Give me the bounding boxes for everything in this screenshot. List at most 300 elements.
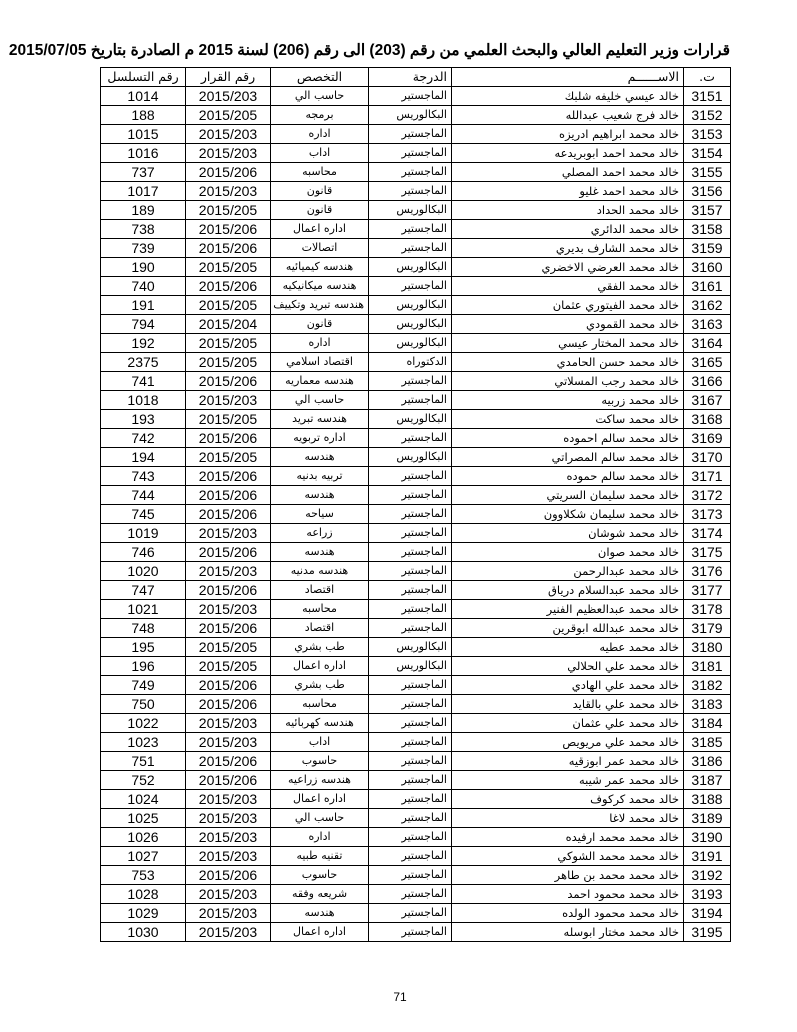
table-row bbox=[101, 885, 731, 904]
cell-decision: 2015/206 bbox=[186, 505, 271, 524]
cell-specialization: تربيه بدنيه bbox=[271, 467, 369, 486]
cell-name: خالد محمد محمود احمد bbox=[452, 885, 684, 904]
header-degree: الدرجة bbox=[369, 68, 452, 87]
cell-name: خالد محمد سليمان السريتي bbox=[452, 486, 684, 505]
cell-degree: الماجستير bbox=[369, 277, 452, 296]
cell-degree: الماجستير bbox=[369, 733, 452, 752]
cell-specialization: حاسوب bbox=[271, 752, 369, 771]
table-row bbox=[101, 201, 731, 220]
cell-serial: 2375 bbox=[101, 353, 186, 372]
cell-degree: الماجستير bbox=[369, 182, 452, 201]
cell-name: خالد محمد حسن الحامدي bbox=[452, 353, 684, 372]
cell-degree: البكالوريس bbox=[369, 638, 452, 657]
table-row bbox=[101, 87, 731, 106]
cell-decision: 2015/205 bbox=[186, 296, 271, 315]
cell-degree: البكالوريس bbox=[369, 410, 452, 429]
table-row bbox=[101, 505, 731, 524]
cell-serial: 794 bbox=[101, 315, 186, 334]
cell-specialization: هندسه bbox=[271, 543, 369, 562]
cell-serial: 1026 bbox=[101, 828, 186, 847]
cell-serial: 748 bbox=[101, 619, 186, 638]
cell-specialization: حاسب الي bbox=[271, 87, 369, 106]
cell-degree: الماجستير bbox=[369, 467, 452, 486]
cell-degree: الدكتوراه bbox=[369, 353, 452, 372]
cell-name: خالد محمد عمر شيبه bbox=[452, 771, 684, 790]
cell-serial: 1021 bbox=[101, 600, 186, 619]
table-row bbox=[101, 524, 731, 543]
cell-specialization: قانون bbox=[271, 315, 369, 334]
cell-specialization: هندسه مدنيه bbox=[271, 562, 369, 581]
cell-name: خالد محمد عمر ابوزقيه bbox=[452, 752, 684, 771]
cell-serial: 745 bbox=[101, 505, 186, 524]
cell-no: 3152 bbox=[684, 106, 731, 125]
cell-degree: الماجستير bbox=[369, 809, 452, 828]
cell-specialization: اداره اعمال bbox=[271, 657, 369, 676]
cell-degree: البكالوريس bbox=[369, 201, 452, 220]
cell-no: 3178 bbox=[684, 600, 731, 619]
cell-specialization: هندسه تبريد وتكييف bbox=[271, 296, 369, 315]
cell-no: 3168 bbox=[684, 410, 731, 429]
cell-decision: 2015/203 bbox=[186, 885, 271, 904]
cell-specialization: اداره تربويه bbox=[271, 429, 369, 448]
cell-decision: 2015/206 bbox=[186, 277, 271, 296]
cell-specialization: هندسه تبريد bbox=[271, 410, 369, 429]
cell-degree: البكالوريس bbox=[369, 106, 452, 125]
cell-degree: الماجستير bbox=[369, 581, 452, 600]
cell-decision: 2015/206 bbox=[186, 619, 271, 638]
cell-name: خالد محمد سالم المصراتي bbox=[452, 448, 684, 467]
table-row bbox=[101, 828, 731, 847]
cell-serial: 194 bbox=[101, 448, 186, 467]
cell-no: 3161 bbox=[684, 277, 731, 296]
cell-decision: 2015/203 bbox=[186, 809, 271, 828]
cell-no: 3192 bbox=[684, 866, 731, 885]
cell-serial: 1019 bbox=[101, 524, 186, 543]
cell-name: خالد محمد احمد المصلي bbox=[452, 163, 684, 182]
cell-no: 3181 bbox=[684, 657, 731, 676]
cell-serial: 751 bbox=[101, 752, 186, 771]
cell-name: خالد محمد المختار عيسي bbox=[452, 334, 684, 353]
cell-specialization: اداب bbox=[271, 144, 369, 163]
table-header-row bbox=[101, 68, 731, 87]
cell-no: 3164 bbox=[684, 334, 731, 353]
cell-serial: 743 bbox=[101, 467, 186, 486]
cell-decision: 2015/203 bbox=[186, 182, 271, 201]
cell-degree: الماجستير bbox=[369, 828, 452, 847]
cell-decision: 2015/203 bbox=[186, 904, 271, 923]
cell-name: خالد محمد احمد غليو bbox=[452, 182, 684, 201]
cell-specialization: اداره bbox=[271, 334, 369, 353]
cell-no: 3169 bbox=[684, 429, 731, 448]
cell-degree: الماجستير bbox=[369, 866, 452, 885]
cell-decision: 2015/206 bbox=[186, 676, 271, 695]
cell-degree: البكالوريس bbox=[369, 296, 452, 315]
table-row bbox=[101, 277, 731, 296]
cell-specialization: برمجه bbox=[271, 106, 369, 125]
cell-degree: الماجستير bbox=[369, 619, 452, 638]
cell-degree: البكالوريس bbox=[369, 657, 452, 676]
cell-decision: 2015/203 bbox=[186, 714, 271, 733]
table-row bbox=[101, 106, 731, 125]
cell-no: 3180 bbox=[684, 638, 731, 657]
cell-specialization: اداره bbox=[271, 828, 369, 847]
cell-decision: 2015/203 bbox=[186, 923, 271, 942]
cell-decision: 2015/206 bbox=[186, 866, 271, 885]
table-row bbox=[101, 638, 731, 657]
cell-name: خالد محمد علي مريويص bbox=[452, 733, 684, 752]
cell-degree: الماجستير bbox=[369, 220, 452, 239]
cell-decision: 2015/204 bbox=[186, 315, 271, 334]
table-row bbox=[101, 125, 731, 144]
table-row bbox=[101, 296, 731, 315]
cell-degree: الماجستير bbox=[369, 714, 452, 733]
cell-specialization: قانون bbox=[271, 182, 369, 201]
cell-serial: 752 bbox=[101, 771, 186, 790]
cell-specialization: تقنيه طبيه bbox=[271, 847, 369, 866]
cell-no: 3173 bbox=[684, 505, 731, 524]
cell-serial: 1016 bbox=[101, 144, 186, 163]
table-row bbox=[101, 353, 731, 372]
cell-decision: 2015/206 bbox=[186, 429, 271, 448]
cell-name: خالد محمد صوان bbox=[452, 543, 684, 562]
cell-name: خالد محمد سليمان شكلاوون bbox=[452, 505, 684, 524]
cell-no: 3158 bbox=[684, 220, 731, 239]
cell-no: 3155 bbox=[684, 163, 731, 182]
cell-name: خالد محمد علي الحلالي bbox=[452, 657, 684, 676]
cell-name: خالد محمد علي بالقايد bbox=[452, 695, 684, 714]
cell-degree: البكالوريس bbox=[369, 448, 452, 467]
table-row bbox=[101, 847, 731, 866]
cell-name: خالد محمد كركوف bbox=[452, 790, 684, 809]
cell-serial: 1018 bbox=[101, 391, 186, 410]
cell-degree: البكالوريس bbox=[369, 258, 452, 277]
table-row bbox=[101, 467, 731, 486]
cell-decision: 2015/203 bbox=[186, 733, 271, 752]
cell-degree: الماجستير bbox=[369, 676, 452, 695]
cell-specialization: هندسه زراعيه bbox=[271, 771, 369, 790]
cell-specialization: اتصالات bbox=[271, 239, 369, 258]
cell-no: 3154 bbox=[684, 144, 731, 163]
cell-decision: 2015/203 bbox=[186, 828, 271, 847]
cell-no: 3179 bbox=[684, 619, 731, 638]
table-row bbox=[101, 448, 731, 467]
cell-no: 3185 bbox=[684, 733, 731, 752]
cell-decision: 2015/206 bbox=[186, 752, 271, 771]
cell-no: 3165 bbox=[684, 353, 731, 372]
cell-degree: الماجستير bbox=[369, 752, 452, 771]
cell-serial: 740 bbox=[101, 277, 186, 296]
cell-no: 3171 bbox=[684, 467, 731, 486]
cell-degree: الماجستير bbox=[369, 847, 452, 866]
cell-specialization: محاسبه bbox=[271, 600, 369, 619]
cell-name: خالد فرج شعيب عبدالله bbox=[452, 106, 684, 125]
cell-name: خالد محمد محمد بن طاهر bbox=[452, 866, 684, 885]
cell-specialization: حاسوب bbox=[271, 866, 369, 885]
cell-specialization: محاسبه bbox=[271, 163, 369, 182]
cell-no: 3167 bbox=[684, 391, 731, 410]
table-row bbox=[101, 543, 731, 562]
cell-name: خالد محمد شوشان bbox=[452, 524, 684, 543]
cell-decision: 2015/203 bbox=[186, 87, 271, 106]
table-row bbox=[101, 258, 731, 277]
cell-specialization: اقتصاد bbox=[271, 619, 369, 638]
header-specialization: التخصص bbox=[271, 68, 369, 87]
table-row bbox=[101, 923, 731, 942]
cell-name: خالد محمد عبدالسلام درياق bbox=[452, 581, 684, 600]
cell-no: 3156 bbox=[684, 182, 731, 201]
cell-name: خالد محمد رجب المسلاتي bbox=[452, 372, 684, 391]
cell-degree: الماجستير bbox=[369, 391, 452, 410]
page-number: 71 bbox=[393, 990, 407, 1004]
header-serial: رقم التسلسل bbox=[101, 68, 186, 87]
cell-degree: الماجستير bbox=[369, 524, 452, 543]
cell-name: خالد محمد العرضي الاخضري bbox=[452, 258, 684, 277]
cell-specialization: قانون bbox=[271, 201, 369, 220]
cell-name: خالد محمد علي عثمان bbox=[452, 714, 684, 733]
cell-no: 3172 bbox=[684, 486, 731, 505]
cell-degree: الماجستير bbox=[369, 87, 452, 106]
cell-specialization: سياحه bbox=[271, 505, 369, 524]
cell-specialization: اداره اعمال bbox=[271, 220, 369, 239]
cell-name: خالد محمد عطيه bbox=[452, 638, 684, 657]
table-row bbox=[101, 315, 731, 334]
cell-serial: 1015 bbox=[101, 125, 186, 144]
table-row bbox=[101, 714, 731, 733]
table-row bbox=[101, 429, 731, 448]
cell-name: خالد محمد مختار ابوسله bbox=[452, 923, 684, 942]
graduates-table bbox=[100, 67, 731, 942]
cell-no: 3189 bbox=[684, 809, 731, 828]
cell-specialization: هندسه bbox=[271, 486, 369, 505]
table-row bbox=[101, 771, 731, 790]
cell-degree: الماجستير bbox=[369, 790, 452, 809]
cell-serial: 191 bbox=[101, 296, 186, 315]
cell-specialization: هندسه ميكانيكيه bbox=[271, 277, 369, 296]
cell-serial: 739 bbox=[101, 239, 186, 258]
cell-no: 3183 bbox=[684, 695, 731, 714]
cell-degree: الماجستير bbox=[369, 372, 452, 391]
cell-name: خالد محمد ابراهيم ادريزه bbox=[452, 125, 684, 144]
cell-decision: 2015/206 bbox=[186, 486, 271, 505]
table-row bbox=[101, 695, 731, 714]
cell-name: خالد محمد محمد ارفيده bbox=[452, 828, 684, 847]
cell-degree: الماجستير bbox=[369, 885, 452, 904]
cell-specialization: اداره bbox=[271, 125, 369, 144]
cell-decision: 2015/205 bbox=[186, 353, 271, 372]
cell-specialization: حاسب الي bbox=[271, 391, 369, 410]
header-no: ت. bbox=[684, 68, 731, 87]
cell-name: خالد محمد لاغا bbox=[452, 809, 684, 828]
table-row bbox=[101, 657, 731, 676]
cell-serial: 189 bbox=[101, 201, 186, 220]
cell-name: خالد عيسي خليفه شلبك bbox=[452, 87, 684, 106]
cell-decision: 2015/206 bbox=[186, 163, 271, 182]
cell-specialization: طب بشري bbox=[271, 676, 369, 695]
cell-serial: 192 bbox=[101, 334, 186, 353]
cell-name: خالد محمد عبدالرحمن bbox=[452, 562, 684, 581]
table-row bbox=[101, 619, 731, 638]
cell-decision: 2015/203 bbox=[186, 144, 271, 163]
header-decision: رقم القرار bbox=[186, 68, 271, 87]
cell-decision: 2015/205 bbox=[186, 638, 271, 657]
cell-degree: الماجستير bbox=[369, 543, 452, 562]
cell-degree: الماجستير bbox=[369, 125, 452, 144]
cell-no: 3157 bbox=[684, 201, 731, 220]
cell-serial: 747 bbox=[101, 581, 186, 600]
cell-serial: 746 bbox=[101, 543, 186, 562]
cell-name: خالد محمد علي الهادي bbox=[452, 676, 684, 695]
cell-degree: الماجستير bbox=[369, 562, 452, 581]
cell-decision: 2015/205 bbox=[186, 334, 271, 353]
cell-decision: 2015/206 bbox=[186, 771, 271, 790]
cell-name: خالد محمد سالم حموده bbox=[452, 467, 684, 486]
table-row bbox=[101, 581, 731, 600]
cell-no: 3186 bbox=[684, 752, 731, 771]
cell-decision: 2015/206 bbox=[186, 372, 271, 391]
cell-specialization: اداره اعمال bbox=[271, 790, 369, 809]
cell-decision: 2015/203 bbox=[186, 562, 271, 581]
cell-serial: 1023 bbox=[101, 733, 186, 752]
cell-name: خالد محمد الفيتوري عثمان bbox=[452, 296, 684, 315]
cell-degree: الماجستير bbox=[369, 486, 452, 505]
cell-serial: 1020 bbox=[101, 562, 186, 581]
cell-no: 3170 bbox=[684, 448, 731, 467]
cell-no: 3191 bbox=[684, 847, 731, 866]
cell-specialization: زراعه bbox=[271, 524, 369, 543]
cell-serial: 1025 bbox=[101, 809, 186, 828]
cell-serial: 1024 bbox=[101, 790, 186, 809]
cell-no: 3163 bbox=[684, 315, 731, 334]
cell-no: 3166 bbox=[684, 372, 731, 391]
cell-specialization: طب بشري bbox=[271, 638, 369, 657]
cell-serial: 750 bbox=[101, 695, 186, 714]
cell-no: 3162 bbox=[684, 296, 731, 315]
cell-degree: الماجستير bbox=[369, 429, 452, 448]
cell-specialization: شريعه وفقه bbox=[271, 885, 369, 904]
cell-specialization: هندسه bbox=[271, 448, 369, 467]
cell-name: خالد محمد عبدالله ابوقرين bbox=[452, 619, 684, 638]
cell-no: 3153 bbox=[684, 125, 731, 144]
cell-degree: الماجستير bbox=[369, 904, 452, 923]
cell-decision: 2015/205 bbox=[186, 448, 271, 467]
cell-no: 3187 bbox=[684, 771, 731, 790]
cell-specialization: اداب bbox=[271, 733, 369, 752]
cell-decision: 2015/205 bbox=[186, 106, 271, 125]
cell-specialization: هندسه كهربائيه bbox=[271, 714, 369, 733]
cell-degree: الماجستير bbox=[369, 163, 452, 182]
table-row bbox=[101, 904, 731, 923]
cell-degree: البكالوريس bbox=[369, 315, 452, 334]
cell-serial: 1014 bbox=[101, 87, 186, 106]
cell-no: 3174 bbox=[684, 524, 731, 543]
cell-specialization: محاسبه bbox=[271, 695, 369, 714]
cell-degree: الماجستير bbox=[369, 923, 452, 942]
cell-decision: 2015/203 bbox=[186, 125, 271, 144]
cell-decision: 2015/203 bbox=[186, 847, 271, 866]
cell-no: 3190 bbox=[684, 828, 731, 847]
cell-no: 3177 bbox=[684, 581, 731, 600]
cell-name: خالد محمد محمود الولده bbox=[452, 904, 684, 923]
table-row bbox=[101, 334, 731, 353]
cell-degree: الماجستير bbox=[369, 600, 452, 619]
cell-decision: 2015/206 bbox=[186, 695, 271, 714]
cell-specialization: اقتصاد اسلامي bbox=[271, 353, 369, 372]
table-row bbox=[101, 562, 731, 581]
cell-serial: 738 bbox=[101, 220, 186, 239]
document-title: قرارات وزير التعليم العالي والبحث العلمي من رقم (203) الى رقم (206) لسنة 2015 م الصادرة بتاريخ 2015/07/05 bbox=[8, 42, 730, 59]
cell-serial: 190 bbox=[101, 258, 186, 277]
table-row bbox=[101, 486, 731, 505]
cell-serial: 742 bbox=[101, 429, 186, 448]
cell-no: 3184 bbox=[684, 714, 731, 733]
table-row bbox=[101, 182, 731, 201]
cell-serial: 744 bbox=[101, 486, 186, 505]
cell-name: خالد محمد الدائري bbox=[452, 220, 684, 239]
cell-serial: 753 bbox=[101, 866, 186, 885]
table-row bbox=[101, 144, 731, 163]
cell-decision: 2015/203 bbox=[186, 524, 271, 543]
cell-specialization: اداره اعمال bbox=[271, 923, 369, 942]
cell-serial: 737 bbox=[101, 163, 186, 182]
cell-degree: الماجستير bbox=[369, 505, 452, 524]
table-row bbox=[101, 866, 731, 885]
cell-decision: 2015/205 bbox=[186, 201, 271, 220]
cell-serial: 1028 bbox=[101, 885, 186, 904]
cell-decision: 2015/203 bbox=[186, 391, 271, 410]
cell-degree: الماجستير bbox=[369, 695, 452, 714]
table-body bbox=[101, 87, 731, 942]
cell-specialization: هندسه معماريه bbox=[271, 372, 369, 391]
cell-serial: 193 bbox=[101, 410, 186, 429]
cell-name: خالد محمد الفقي bbox=[452, 277, 684, 296]
cell-degree: الماجستير bbox=[369, 239, 452, 258]
table-row bbox=[101, 809, 731, 828]
cell-name: خالد محمد محمد الشوكي bbox=[452, 847, 684, 866]
table-row bbox=[101, 372, 731, 391]
cell-decision: 2015/206 bbox=[186, 239, 271, 258]
cell-name: خالد محمد الشارف بديري bbox=[452, 239, 684, 258]
cell-name: خالد محمد ساكت bbox=[452, 410, 684, 429]
cell-specialization: هندسه bbox=[271, 904, 369, 923]
cell-name: خالد محمد عبدالعظيم الفنير bbox=[452, 600, 684, 619]
cell-specialization: اقتصاد bbox=[271, 581, 369, 600]
cell-no: 3193 bbox=[684, 885, 731, 904]
cell-decision: 2015/206 bbox=[186, 220, 271, 239]
cell-decision: 2015/205 bbox=[186, 657, 271, 676]
cell-serial: 1027 bbox=[101, 847, 186, 866]
cell-decision: 2015/206 bbox=[186, 543, 271, 562]
cell-serial: 749 bbox=[101, 676, 186, 695]
table-row bbox=[101, 239, 731, 258]
cell-no: 3176 bbox=[684, 562, 731, 581]
cell-no: 3159 bbox=[684, 239, 731, 258]
table-row bbox=[101, 220, 731, 239]
cell-degree: الماجستير bbox=[369, 771, 452, 790]
table-row bbox=[101, 790, 731, 809]
cell-decision: 2015/205 bbox=[186, 410, 271, 429]
cell-serial: 1029 bbox=[101, 904, 186, 923]
cell-name: خالد محمد الحداد bbox=[452, 201, 684, 220]
table-row bbox=[101, 163, 731, 182]
table-row bbox=[101, 410, 731, 429]
cell-serial: 741 bbox=[101, 372, 186, 391]
table-row bbox=[101, 391, 731, 410]
cell-no: 3188 bbox=[684, 790, 731, 809]
cell-serial: 188 bbox=[101, 106, 186, 125]
table-row bbox=[101, 733, 731, 752]
cell-name: خالد محمد القمودي bbox=[452, 315, 684, 334]
cell-serial: 195 bbox=[101, 638, 186, 657]
